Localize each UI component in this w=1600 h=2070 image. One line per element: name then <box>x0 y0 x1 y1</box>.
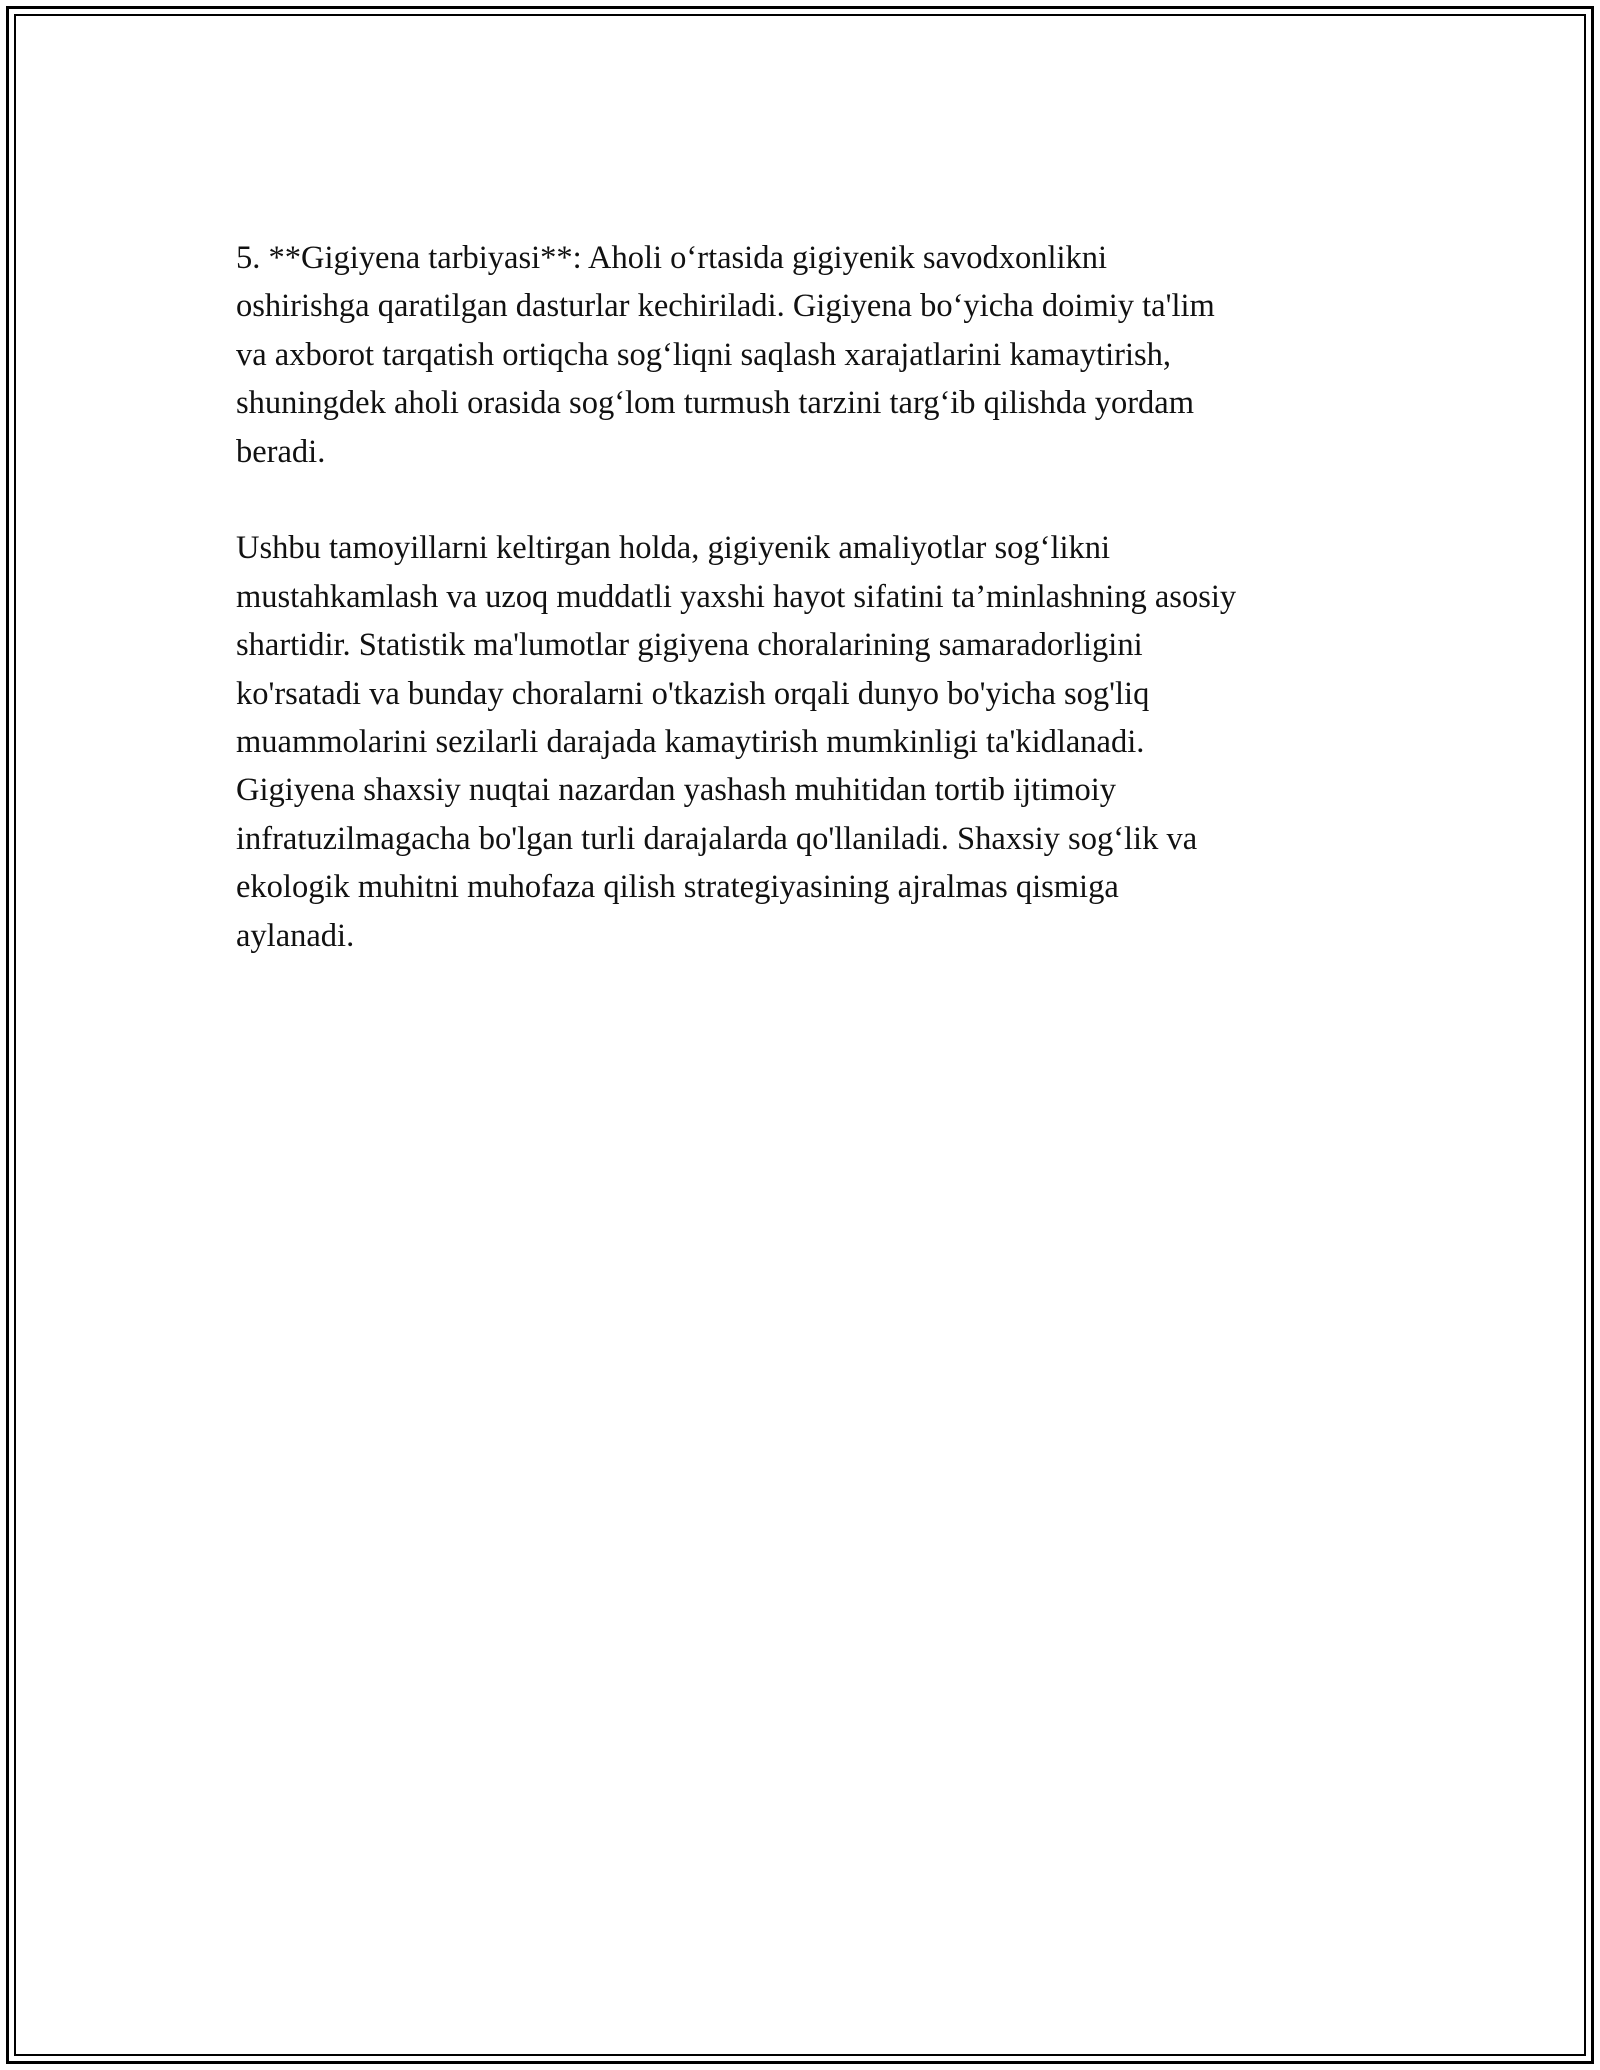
paragraph-line: infratuzilmagacha bo'lgan turli darajalarda qo'llaniladi. Shaxsiy sog‘lik va <box>236 820 1198 857</box>
paragraph-hygiene-education <box>236 234 1376 476</box>
paragraph-line: mustahkamlash va uzoq muddatli yaxshi hayot sifatini ta’minlashning asosiy <box>236 578 1237 615</box>
paragraph-line: aylanadi. <box>236 917 355 954</box>
paragraph-line: 5. **Gigiyena tarbiyasi**: Aholi o‘rtasida gigiyenik savodxonlikni <box>236 240 1108 276</box>
paragraph-line: va axborot tarqatish ortiqcha sog‘liqni saqlash xarajatlarini kamaytirish, <box>236 336 1172 373</box>
paragraph-line: ekologik muhitni muhofaza qilish strategiyasining ajralmas qismiga <box>236 869 1119 906</box>
paragraph-line: beradi. <box>236 433 326 470</box>
paragraph-line: Gigiyena shaxsiy nuqtai nazardan yashash muhitidan tortib ijtimoiy <box>236 772 1117 809</box>
paragraph-spacer <box>236 476 1376 524</box>
paragraph-line: shuningdek aholi orasida sog‘lom turmush tarzini targ‘ib qilishda yordam <box>236 385 1194 422</box>
paragraph-line: oshirishga qaratilgan dasturlar kechiriladi. Gigiyena bo‘yicha doimiy ta'lim <box>236 288 1215 325</box>
paragraph-line: ko'rsatadi va bunday choralarni o'tkazish orqali dunyo bo'yicha sog'liq <box>236 675 1150 712</box>
paragraph-conclusion <box>236 524 1376 960</box>
paragraph-line: shartidir. Statistik ma'lumotlar gigiyena choralarining samaradorligini <box>236 627 1143 664</box>
paragraph-line: muammolarini sezilarli darajada kamaytirish mumkinligi ta'kidlanadi. <box>236 724 1145 761</box>
paragraph-line: Ushbu tamoyillarni keltirgan holda, gigiyenik amaliyotlar sog‘likni <box>236 530 1111 567</box>
document-body <box>236 234 1376 960</box>
